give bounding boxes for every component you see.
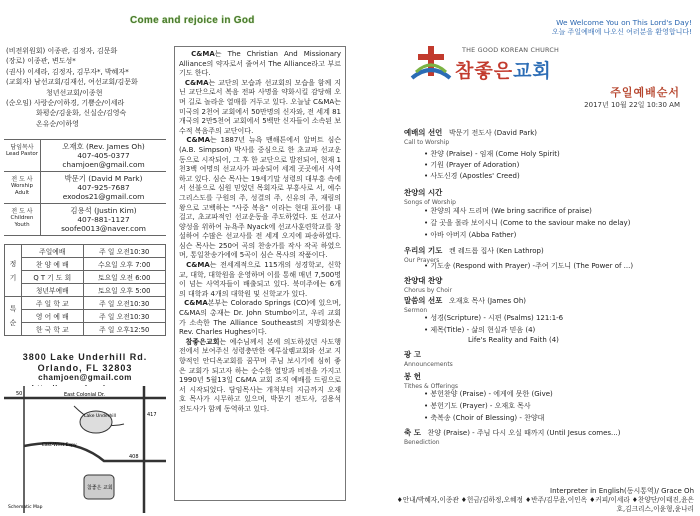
sermon-subtitle: Life's Reality and Faith (4) bbox=[468, 336, 559, 344]
order-item: • 성경(Scripture) - 시편 (Psalms) 121:1-6 bbox=[424, 314, 564, 322]
order-item: • 봉헌찬양 (Praise) - 에게에 못한 (Give) bbox=[424, 390, 553, 398]
committee-line: (교회자) 남선교회/김재선, 여선교회/김문화 bbox=[6, 78, 138, 87]
staff-row bbox=[4, 140, 166, 172]
schedule-row bbox=[5, 297, 166, 310]
service-date: 2017년 10월 22일 10:30 AM bbox=[584, 101, 680, 109]
article-box bbox=[174, 46, 346, 501]
staff-role-en: Lead Pastor bbox=[5, 151, 39, 157]
schedule-time: 주 일 오전10:30 bbox=[83, 310, 165, 323]
map-label: 408 bbox=[129, 454, 139, 460]
staff-name: 오재호 (Rev. James Oh) bbox=[62, 142, 145, 151]
staff-role: 전 도 사 bbox=[11, 208, 33, 215]
committee-line: (권사) 이세라, 김정자, 김무자*, 박혜자* bbox=[6, 67, 129, 76]
schedule-row bbox=[5, 271, 166, 284]
welcome-kr: 오늘 주일예배에 나오신 여러분을 환영합니다! bbox=[551, 28, 692, 36]
schedule-row bbox=[5, 310, 166, 323]
staff-phone: 407-405-0377 bbox=[77, 151, 130, 160]
location-map bbox=[4, 386, 166, 513]
article-paragraph: C&MA는 1887년 뉴욕 맨해튼에서 알버트 심슨 (A.B. Simpson) 박사를 중심으로 한 초교파 선교운동으로 시작되어, 그 후 한 교단으로 발전되어, 현재 1천3백 여명의 선교사가 파송되어 세계 곳곳에서 사역하고 있다. 심슨 목사는 19세기말 성령의 대부흥 속에서 선불으로 심원 믿었던 목회자로 부흥사로 서, 예수 그리스도를 구원의 주, 성결의 주, 신유의 주, 재림의 왕으로 고백하는 "사중 복음" 이라는 현대 표어를 내걸고, 초교파적인 선교운동을 주도하였다. 또 선교사 양성을 위하여 뉴욕주 Nyack에 선교사훈련학교를 창설하여 수많은 선교사를 전 세계 오지에 파송하였다. 심슨 목사는 250여 곡의 찬송가를 작사 작곡 하였으며, 통일찬송가에에 5곡이 심슨 목사의 작품이다. bbox=[179, 136, 342, 260]
order-item: • 찬양 (Praise) - 임재 (Come Holy Spirit) bbox=[424, 150, 560, 158]
committee-line: (순오임) 사랑순/이하경, 기쁨순/이세라 bbox=[6, 99, 125, 108]
staff-name: 김용석 (Justin Kim) bbox=[70, 206, 137, 215]
order-item: • 사도신경 (Apostles' Creed) bbox=[424, 172, 520, 180]
map-label: 50 bbox=[16, 391, 23, 397]
schedule-row bbox=[5, 258, 166, 271]
staff-phone: 407-881-1127 bbox=[77, 215, 130, 224]
staff-email[interactable]: chamjoen@gmail.com bbox=[62, 160, 145, 169]
church-name-kr: 참좋은교회 bbox=[455, 60, 552, 82]
order-section: 봉 헌 Tithes & Offerings bbox=[404, 372, 459, 390]
order-item: • 갈 곳을 몰라 보이시니 (Come to the saviour make no delay) bbox=[424, 219, 631, 227]
order-item: • 아바 아버지 (Abba Father) bbox=[424, 231, 517, 239]
order-section: 찬양대 찬양 Chorus by Choir bbox=[404, 276, 453, 294]
staff-email[interactable]: soofe0013@naver.com bbox=[61, 224, 146, 233]
order-item: • 봉헌기도 (Prayer) - 오재호 목사 bbox=[424, 402, 531, 410]
schedule-time: 수요일 오후 7:00 bbox=[83, 258, 165, 271]
servers-list: ♦안내/박혜자,이종관 ♦헌금/김하정,오혜정 ♦반주/김무윤,이인옥 ♦커피/이세라 ♦찬양단/이태진,윤은호,김크리스,이윤형,윤나리 bbox=[396, 496, 694, 513]
schedule-time: 주 일 오후12:50 bbox=[83, 323, 165, 336]
map-label: Schematic Map bbox=[8, 505, 43, 510]
address-city: Orlando, FL 32803 bbox=[37, 362, 133, 373]
order-section: 우리의 기도 켄 레드롭 집사 (Ken Lathrop) Our Prayers bbox=[404, 246, 544, 264]
order-item: • 찬양의 제사 드리며 (We bring sacrifice of praise) bbox=[424, 207, 592, 215]
header-slogan: Come and rejoice in God bbox=[130, 15, 255, 26]
schedule-name: 영 어 예 배 bbox=[22, 310, 84, 323]
map-label: 417 bbox=[147, 412, 157, 418]
order-section: 말씀의 선포 오재호 목사 (James Oh) Sermon bbox=[404, 296, 526, 314]
order-section: 광 고 Announcements bbox=[404, 350, 453, 368]
service-title: 주일예배순서 bbox=[610, 86, 680, 99]
welcome-en: We Welcome You on This Lord's Day! bbox=[556, 18, 692, 27]
committee-line: 청년선교회/이종현 bbox=[46, 88, 103, 97]
map-label: East-West Expy. bbox=[42, 443, 78, 448]
church-logo-icon bbox=[410, 44, 452, 82]
order-section: 찬양의 시간 Songs of Worship bbox=[404, 188, 456, 206]
staff-row bbox=[4, 172, 166, 204]
order-section: 축 도 찬양 (Praise) - 주님 다시 오실 때까지 (Until Jesus comes...) Benediction bbox=[404, 428, 621, 446]
order-item: • 기원 (Prayer of Adoration) bbox=[424, 161, 520, 169]
order-section: 예배의 선언 박문기 전도사 (David Park) Call to Worship bbox=[404, 128, 538, 146]
staff-name: 박문기 (David M Park) bbox=[64, 174, 143, 183]
schedule-group: 정 기 bbox=[5, 245, 22, 297]
schedule-row bbox=[5, 284, 166, 297]
staff-row bbox=[4, 204, 166, 236]
committee-list bbox=[6, 46, 162, 129]
committee-line: (비전위원회) 이종관, 김정자, 김문화 bbox=[6, 47, 118, 55]
article-paragraph: C&MA는 교단의 모습과 선교회의 모습을 함께 지닌 교단으로서 복음 전파 사명을 약화시킬 감당해 오며 길로 놀라운 열매를 거두고 있다. 오늘날 C&MA는 미국의 2천여 교회에서 50만명의 신자와, 전 세계 81개국의 2만5천여 교회에서 5백만 신자들이 소속된 보수적 복음주의 교단이다. bbox=[179, 78, 341, 135]
staff-phone: 407-925-7687 bbox=[77, 183, 130, 192]
schedule-name: 주 일 학 교 bbox=[22, 297, 84, 310]
committee-line: 화평순/김윤화, 신실순/김영숙 bbox=[36, 109, 127, 118]
schedule-name: 주일예배 bbox=[22, 245, 84, 258]
interpreter-note: Interpreter in English(동시통역)/ Grace Oh bbox=[550, 487, 694, 495]
schedule-name: Q T 기 도 회 bbox=[22, 271, 84, 284]
schedule-time: 주 일 오전10:30 bbox=[83, 297, 165, 310]
staff-role: 담임목사 bbox=[10, 144, 34, 151]
staff-email[interactable]: exodos21@gmail.com bbox=[62, 192, 145, 201]
church-name-en: THE GOOD KOREAN CHURCH bbox=[462, 46, 560, 54]
staff-role-en: Worship Adult bbox=[10, 183, 34, 196]
order-item: • 축복송 (Choir of Blessing) - 찬양대 bbox=[424, 414, 545, 422]
schedule-time: 토요일 오후 5:00 bbox=[83, 284, 165, 297]
article-paragraph: C&MA본부는 Colorado Springs (CO)에 있으며, C&MA의 총재는 Dr. John Stumbo이고, 우리 교회가 소속한 The Alliance Southeast의 지방회장은 Rev. Charles Hughes이다. bbox=[179, 299, 341, 337]
committee-line: (장로) 이종관, 변도성* bbox=[6, 57, 76, 66]
schedule-name: 찬 양 예 배 bbox=[22, 258, 84, 271]
schedule-row bbox=[5, 323, 166, 336]
article-paragraph: C&MA는 The Christian And Missionary Alliance의 약자로서 줄여서 The Alliance라고 부르기도 한다. bbox=[179, 50, 341, 78]
schedule-name: 청년부예배 bbox=[22, 284, 84, 297]
order-item: • 기도송 (Respond with Prayer) -주여 기도니 (The Power of ...) bbox=[424, 262, 634, 270]
staff-role: 전 도 사 bbox=[11, 176, 33, 183]
order-item: • 제목(Title) - 삶의 현실과 믿음 (4) bbox=[424, 326, 536, 334]
article-paragraph: C&MA는 전세계적으로 115개의 성경학교, 신학교, 대학, 대학원을 운영하며 이를 통해 매년 7,500명이 넘는 사역자들이 배출되고 있다. 북미주에는 6개의 대학과 4개의 대학원 및 신학교가 있다. bbox=[179, 261, 341, 298]
order-of-worship bbox=[404, 128, 694, 478]
schedule-time: 토요일 오전 6:00 bbox=[83, 271, 165, 284]
staff-table bbox=[4, 139, 166, 236]
map-label: East Colonial Dr. bbox=[64, 392, 106, 398]
schedule-name: 한 국 학 교 bbox=[22, 323, 84, 336]
map-label: Lake Underhill bbox=[84, 414, 117, 419]
committee-line: 온유순/이하영 bbox=[36, 119, 79, 128]
schedule-table bbox=[4, 244, 166, 336]
staff-role-en: Children Youth bbox=[10, 215, 34, 228]
address-email[interactable]: chamjoen@gmail.com bbox=[38, 373, 132, 382]
schedule-group: 특 순 bbox=[5, 297, 22, 336]
map-label: 참좋은 교회 bbox=[87, 485, 113, 491]
schedule-time: 주 일 오전10:30 bbox=[83, 245, 165, 258]
address-street: 3800 Lake Underhill Rd. bbox=[22, 352, 148, 362]
schedule-row bbox=[5, 245, 166, 258]
article-paragraph: 참좋은교회는 예수님께서 본에 의도하셨던 사도행전에서 보여주신 성령충만한 예루살렘교회와 선교 지향적인 안디옥교회를 꿈꾸며 주님 보시기에 심히 좋은 교회가 되고자 하는 순수한 열망과 비전을 가지고 1990년 5월13일 C&MA 교회 조직 예배를 드림으로서 시작되었다. 담임목사는 개척부터 지금까지 오재호 목사가 시무하고 있으며, 박문기 전도사, 김용석 전도사가 함께 동역하고 있다. bbox=[179, 337, 342, 413]
